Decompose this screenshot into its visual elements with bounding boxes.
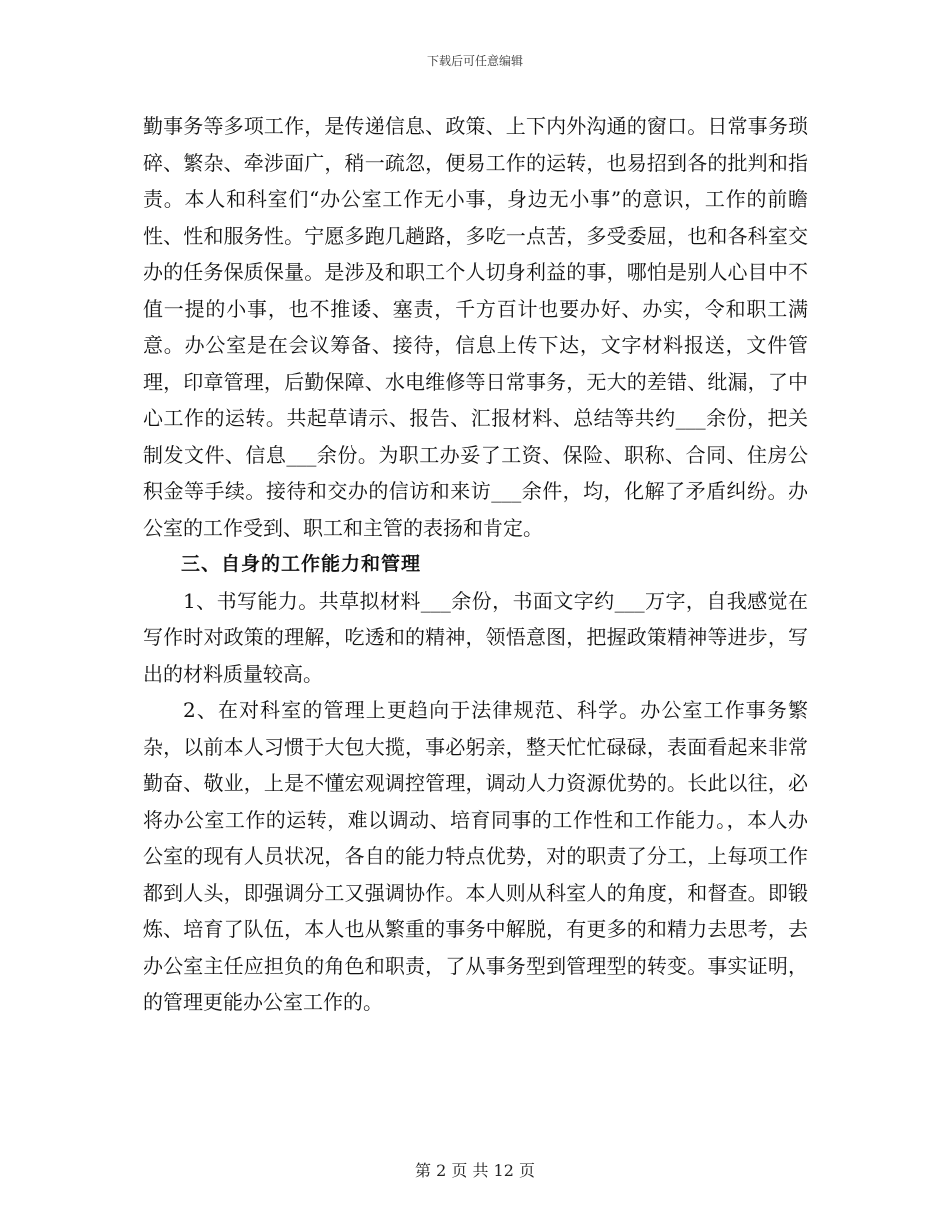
page-footer: 第 2 页 共 12 页 <box>415 1161 535 1180</box>
body-paragraph-writing-ability: 1、书写能力。共草拟材料___余份，书面文字约___万字，自我感觉在写作时对政策的理解，吃透和的精神，领悟意图，把握政策精神等进步，写出的材料质量较高。 <box>143 588 808 686</box>
body-paragraph-continued: 勤事务等多项工作，是传递信息、政策、上下内外沟通的窗口。日常事务琐碎、繁杂、牵涉面广，稍一疏忽，便易工作的运转，也易招到各的批判和指责。本人和科室们“办公室工作无小事，身边无小事”的意识，工作的前瞻性、性和服务性。宁愿多跑几趟路，多吃一点苦，多受委屈，也和各科室交办的任务保质保量。是涉及和职工个人切身利益的事，哪怕是别人心目中不值一提的小事，也不推诿、塞责，千方百计也要办好、办实，令和职工满意。办公室是在会议筹备、接待，信息上传下达，文字材料报送，文件管理，印章管理，后勤保障、水电维修等日常事务，无大的差错、纰漏，了中心工作的运转。共起草请示、报告、汇报材料、总结等共约___余份，把关制发文件、信息___余份。为职工办妥了工资、保险、职称、合同、住房公积金等手续。接待和交办的信访和来访___余件，均，化解了矛盾纠纷。办公室的工作受到、职工和主管的表扬和肯定。 <box>143 114 808 540</box>
body-paragraph-office-management: 2、在对科室的管理上更趋向于法律规范、科学。办公室工作事务繁杂，以前本人习惯于大包大揽，事必躬亲，整天忙忙碌碌，表面看起来非常勤奋、敬业，上是不懂宏观调控管理，调动人力资源优势的。长此以往，必将办公室工作的运转，难以调动、培育同事的工作性和工作能力。，本人办公室的现有人员状况，各自的能力特点优势，对的职责了分工，上每项工作都到人头，即强调分工又强调协作。本人则从科室人的角度，和督查。即锻炼、培育了队伍，本人也从繁重的事务中解脱，有更多的和精力去思考，去办公室主任应担负的角色和职责，了从事务型到管理型的转变。事实证明，的管理更能办公室工作的。 <box>143 698 808 1014</box>
page-header: 下载后可任意编辑 <box>426 54 523 68</box>
document-body <box>143 108 808 1021</box>
section-heading: 三、自身的工作能力和管理 <box>181 553 422 575</box>
